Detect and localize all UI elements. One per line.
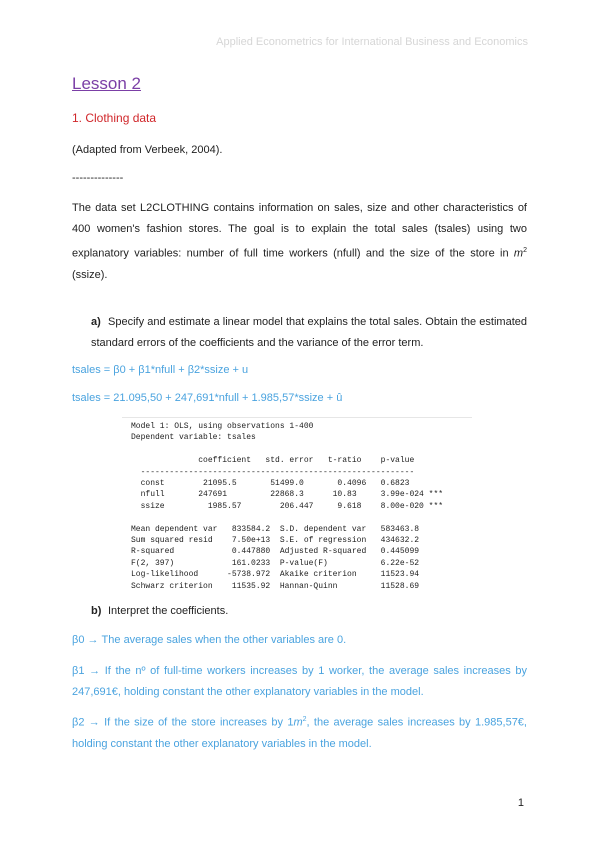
question-a-text: Specify and estimate a linear model that explains the total sales. Obtain the estimated standard errors of the coefficients and the variance of the error term.: [91, 316, 527, 349]
regression-output: Model 1: OLS, using observations 1-400 Dependent variable: tsales coefficient std. error t-ratio p-value --------------------------------------------------------- const 21095.5 51499.0 0.4096 0.6823 nfull 247691 22868.3 10.83 3.99e-024 *** ssize 1985.57 206.447 9.618 8.00e-020 *** Mean dependent var 833584.2 S.D. dependent var 583463.8 Sum squared resid 7.50e+13 S.E. of regression 434632.2 R-squared 0.447880 Adjusted R-squared 0.445099 F(2, 397) 161.0233 P-value(F) 6.22e-52 Log-likelihood -5738.972 Akaike criterion 11523.94 Schwarz criterion 11535.92 Hannan-Quinn 11528.69: [131, 422, 444, 591]
answer-beta2-pre: β2 → If the size of the store increases by 1: [72, 716, 294, 729]
question-b: [91, 601, 527, 622]
question-a-label: a): [91, 316, 101, 328]
source-note: (Adapted from Verbeek, 2004).: [72, 144, 223, 156]
answer-beta1: β1 → If the nº of full-time workers increases by 1 worker, the average sales increases by 247,691€, holding constant the other explanatory variables in the model.: [72, 665, 527, 698]
intro-text: The data set L2CLOTHING contains information on sales, size and other characteristics of 400 women's fashion stores. The goal is to explain the total sales (tsales) using two explanatory variables: number of full time workers (nfull) and the size of the store in: [72, 202, 527, 260]
model-equation: tsales = β0 + β1*nfull + β2*ssize + u: [72, 364, 249, 376]
question-b-label: b): [91, 605, 102, 617]
lesson-title: Lesson 2: [72, 74, 141, 93]
answer-beta0: β0 → The average sales when the other variables are 0.: [72, 634, 347, 646]
answer-beta2-exponent: 2: [302, 716, 307, 723]
answer-beta2-post: , the average sales increases by 1.985,57€, holding constant the other explanatory variables in the model.: [72, 716, 527, 750]
intro-unit: m: [513, 247, 524, 260]
page-number: 1: [517, 797, 524, 809]
intro-unit-exponent: 2: [523, 247, 527, 254]
section-title: 1. Clothing data: [72, 111, 157, 125]
answer-beta2: [72, 709, 527, 755]
intro-end: (ssize).: [72, 268, 108, 281]
estimated-equation: tsales = 21.095,50 + 247,691*nfull + 1.985,57*ssize + û: [72, 392, 343, 404]
separator-line: --------------: [72, 172, 124, 184]
divider: [122, 417, 472, 418]
intro-paragraph: [72, 198, 527, 286]
running-header: Applied Econometrics for International Business and Economics: [216, 36, 528, 48]
answer-beta2-unit: m: [293, 716, 303, 729]
question-b-text: Interpret the coefficients.: [108, 605, 229, 617]
question-a: [91, 312, 527, 354]
